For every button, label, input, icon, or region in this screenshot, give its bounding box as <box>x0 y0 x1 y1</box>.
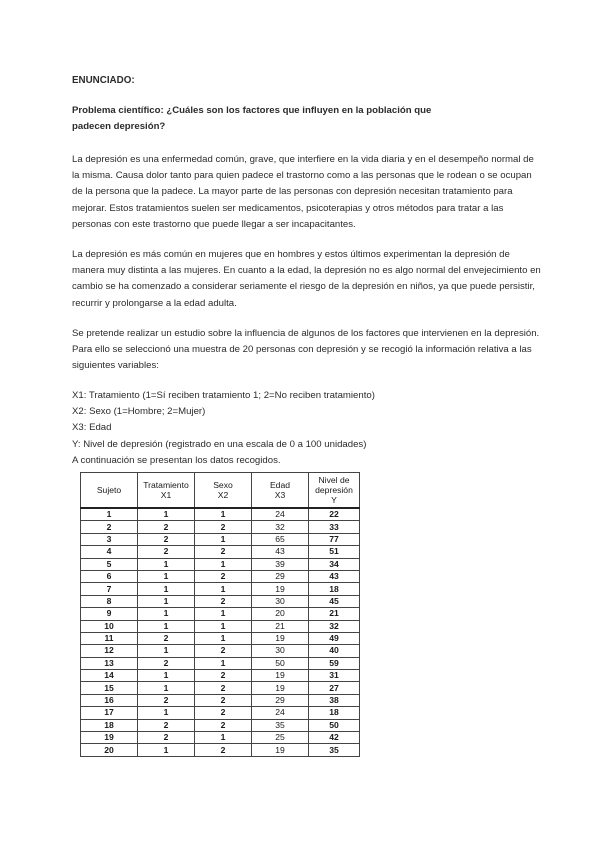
table-cell: 18 <box>309 583 360 595</box>
table-cell: 1 <box>138 508 195 521</box>
table-cell: 7 <box>81 583 138 595</box>
header-sexo <box>195 473 252 509</box>
table-row <box>81 521 360 533</box>
header-line: Y <box>331 495 337 505</box>
table-cell: 33 <box>309 521 360 533</box>
table-cell: 24 <box>252 707 309 719</box>
paragraph-2: La depresión es más común en mujeres que en hombres y estos últimos experimentan la depresión de manera muy distinta a las mujeres. En cuanto a la edad, la depresión no es algo normal del envejecimiento en cambio se ha comenzado a considerar seriamente el riesgo de la depresión en niños, ya que puede persistir, recurrir y prolongarse a la edad adulta. <box>72 249 541 309</box>
table-cell: 2 <box>81 521 138 533</box>
table-cell: 2 <box>195 707 252 719</box>
table-cell: 25 <box>252 732 309 744</box>
table-cell: 2 <box>195 521 252 533</box>
table-cell: 32 <box>252 521 309 533</box>
table-row <box>81 719 360 731</box>
table-cell: 40 <box>309 645 360 657</box>
table-cell: 1 <box>138 670 195 682</box>
table-cell: 43 <box>309 570 360 582</box>
variables-list <box>72 388 375 469</box>
table-row <box>81 608 360 620</box>
table-row <box>81 533 360 545</box>
table-cell: 50 <box>252 657 309 669</box>
table-row <box>81 707 360 719</box>
table-cell: 1 <box>138 608 195 620</box>
table-cell: 34 <box>309 558 360 570</box>
table-cell: 1 <box>195 620 252 632</box>
table-cell: 51 <box>309 546 360 558</box>
table-cell: 38 <box>309 694 360 706</box>
table-cell: 2 <box>138 694 195 706</box>
table-cell: 30 <box>252 645 309 657</box>
table-cell: 59 <box>309 657 360 669</box>
table-cell: 30 <box>252 595 309 607</box>
table-cell: 2 <box>138 632 195 644</box>
table-cell: 1 <box>81 508 138 521</box>
table-cell: 19 <box>252 682 309 694</box>
table-cell: 1 <box>138 645 195 657</box>
variable-x3: X3: Edad <box>72 422 112 434</box>
table-cell: 43 <box>252 546 309 558</box>
heading: ENUNCIADO: <box>72 75 135 86</box>
table-cell: 2 <box>195 570 252 582</box>
table-cell: 12 <box>81 645 138 657</box>
header-line: Tratamiento <box>143 480 189 490</box>
table-cell: 2 <box>195 719 252 731</box>
table-row <box>81 670 360 682</box>
table-cell: 1 <box>195 632 252 644</box>
table-cell: 18 <box>81 719 138 731</box>
table-cell: 2 <box>138 533 195 545</box>
table-cell: 20 <box>81 744 138 756</box>
table-cell: 39 <box>252 558 309 570</box>
table-row <box>81 546 360 558</box>
table-cell: 1 <box>138 620 195 632</box>
variable-y: Y: Nivel de depresión (registrado en una escala de 0 a 100 unidades) <box>72 438 367 450</box>
table-cell: 24 <box>252 508 309 521</box>
table-cell: 1 <box>195 732 252 744</box>
table-cell: 2 <box>195 694 252 706</box>
table-cell: 2 <box>195 744 252 756</box>
table-row <box>81 694 360 706</box>
table-cell: 19 <box>252 744 309 756</box>
header-line: X1 <box>160 490 172 500</box>
table-cell: 1 <box>195 583 252 595</box>
header-line: Nivel de <box>318 475 350 485</box>
table-row <box>81 583 360 595</box>
table-cell: 1 <box>138 583 195 595</box>
table-cell: 29 <box>252 694 309 706</box>
table-row <box>81 732 360 744</box>
table-cell: 19 <box>252 583 309 595</box>
table-cell: 2 <box>195 546 252 558</box>
table-cell: 2 <box>195 595 252 607</box>
table-cell: 15 <box>81 682 138 694</box>
table-cell: 65 <box>252 533 309 545</box>
table-cell: 1 <box>195 533 252 545</box>
table-cell: 5 <box>81 558 138 570</box>
table-cell: 2 <box>195 645 252 657</box>
data-intro: A continuación se presentan los datos recogidos. <box>72 454 281 466</box>
table-cell: 1 <box>195 657 252 669</box>
table-cell: 11 <box>81 632 138 644</box>
table-cell: 1 <box>138 682 195 694</box>
table-cell: 49 <box>309 632 360 644</box>
table-cell: 20 <box>252 608 309 620</box>
table-row <box>81 632 360 644</box>
table-cell: 2 <box>138 732 195 744</box>
table-cell: 1 <box>138 744 195 756</box>
data-table-wrapper <box>80 472 360 757</box>
table-cell: 10 <box>81 620 138 632</box>
table-cell: 14 <box>81 670 138 682</box>
table-cell: 1 <box>195 508 252 521</box>
problem-statement: Problema científico: ¿Cuáles son los factores que influyen en la población que padecen depresión? <box>72 105 432 133</box>
paragraph-1: La depresión es una enfermedad común, grave, que interfiere en la vida diaria y en el desempeño normal de la misma. Causa dolor tanto para quien padece el trastorno como a las personas que le rodean o se ocupan de la persona que la padece. La mayor parte de las personas con depresión necesitan tratamiento para mejorar. Estos tratamientos suelen ser medicamentos, psicoterapias y otros métodos para tratar a las personas con este trastorno que puede llegar a ser incapacitantes. <box>72 154 534 230</box>
table-cell: 1 <box>195 608 252 620</box>
table-cell: 31 <box>309 670 360 682</box>
table-cell: 21 <box>309 608 360 620</box>
table-cell: 19 <box>252 632 309 644</box>
table-cell: 50 <box>309 719 360 731</box>
header-sujeto <box>81 473 138 509</box>
header-line: Sexo <box>213 480 233 490</box>
table-cell: 2 <box>138 521 195 533</box>
table-cell: 21 <box>252 620 309 632</box>
table-cell: 29 <box>252 570 309 582</box>
table-cell: 4 <box>81 546 138 558</box>
table-row <box>81 570 360 582</box>
table-row <box>81 682 360 694</box>
table-body <box>81 508 360 756</box>
table-cell: 1 <box>138 595 195 607</box>
header-line: Sujeto <box>96 485 122 495</box>
table-cell: 9 <box>81 608 138 620</box>
table-cell: 1 <box>138 707 195 719</box>
header-tratamiento <box>138 473 195 509</box>
table-cell: 27 <box>309 682 360 694</box>
header-line: Edad <box>269 480 291 490</box>
table-cell: 16 <box>81 694 138 706</box>
table-row <box>81 645 360 657</box>
table-cell: 77 <box>309 533 360 545</box>
header-line: X3 <box>274 490 286 500</box>
table-cell: 2 <box>138 546 195 558</box>
table-cell: 1 <box>138 570 195 582</box>
table-cell: 19 <box>81 732 138 744</box>
table-cell: 19 <box>252 670 309 682</box>
table-row <box>81 558 360 570</box>
table-cell: 18 <box>309 707 360 719</box>
table-cell: 2 <box>138 657 195 669</box>
table-cell: 8 <box>81 595 138 607</box>
table-cell: 6 <box>81 570 138 582</box>
table-cell: 3 <box>81 533 138 545</box>
header-line: depresión <box>315 485 353 495</box>
table-row <box>81 508 360 521</box>
table-cell: 32 <box>309 620 360 632</box>
table-cell: 17 <box>81 707 138 719</box>
table-row <box>81 744 360 756</box>
paragraph-3: Se pretende realizar un estudio sobre la influencia de algunos de los factores que intervienen en la depresión. Para ello se seleccionó una muestra de 20 personas con depresión y se recogió la información relativa a las siguientes variables: <box>72 328 540 372</box>
table-cell: 2 <box>138 719 195 731</box>
table-row <box>81 620 360 632</box>
data-table <box>80 472 360 757</box>
header-edad <box>252 473 309 509</box>
table-cell: 13 <box>81 657 138 669</box>
table-cell: 42 <box>309 732 360 744</box>
table-cell: 35 <box>309 744 360 756</box>
table-cell: 2 <box>195 670 252 682</box>
header-line: X2 <box>217 490 229 500</box>
table-cell: 22 <box>309 508 360 521</box>
variable-x1: X1: Tratamiento (1=Sí reciben tratamiento 1; 2=No reciben tratamiento) <box>72 390 375 401</box>
header-nivel-depresion <box>309 473 360 509</box>
table-row <box>81 595 360 607</box>
table-cell: 45 <box>309 595 360 607</box>
table-cell: 1 <box>138 558 195 570</box>
table-row <box>81 657 360 669</box>
table-cell: 1 <box>195 558 252 570</box>
table-cell: 2 <box>195 682 252 694</box>
variable-x2: X2: Sexo (1=Hombre; 2=Mujer) <box>72 406 206 418</box>
table-cell: 35 <box>252 719 309 731</box>
